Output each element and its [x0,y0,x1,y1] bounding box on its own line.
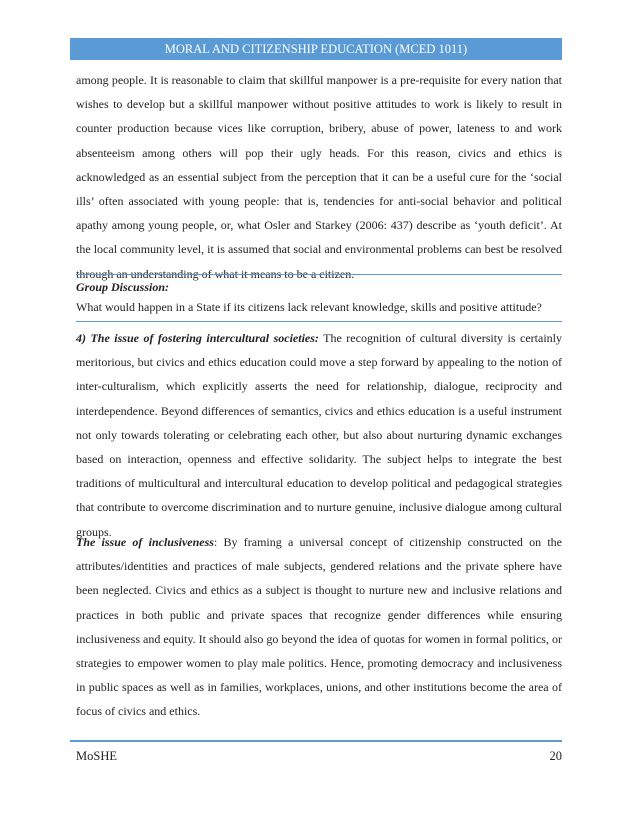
page-header: MORAL AND CITIZENSHIP EDUCATION (MCED 1011) [70,38,562,60]
footer-label: MoSHE [76,749,117,763]
paragraph-3-text: : By framing a universal concept of citizenship constructed on the attributes/identities and practices of male subjects, gendered relations and the private sphere have been neglected. Civics and ethics as a subject is thought to nurture new and inclusive relations and practices in both public and private spaces that recognize gender differences while ensuring inclusiveness and equity. It should also go beyond the idea of quotas for women in formal politics, or strategies to empower women to play male politics. Hence, promoting democracy and inclusiveness in public spaces as well as in families, workplaces, unions, and other institutions become the area of focus of civics and ethics. [76,535,563,719]
footer-divider [70,740,562,742]
group-discussion-title: Group Discussion: [76,280,170,294]
paragraph-2-text: The recognition of cultural diversity is certainly meritorious, but civics and ethics education could move a step forward by appealing to the notion of inter-culturalism, which explicitly asserts the need for relationship, dialogue, reciprocity and interdependence. Beyond differences of semantics, civics and ethics education is a useful instrument not only towards tolerating or celebrating each other, but also about nurturing dynamic exchanges based on interaction, openness and effective solidarity. The subject helps to integrate the best traditions of multicultural and intercultural education to develop political and pedagogical strategies that contribute to overcome discrimination and to nurture genuine, inclusive dialogue among cultural groups. [76,331,562,539]
group-discussion-box [76,274,562,322]
group-discussion-question: What would happen in a State if its citizens lack relevant knowledge, skills and positive attitude? [76,300,542,314]
page-number: 20 [549,749,562,763]
body-paragraph-3 [76,530,562,724]
body-paragraph-2 [76,326,562,544]
section-heading-intercultural: 4) The issue of fostering intercultural societies: [76,331,319,345]
section-heading-inclusiveness: The issue of inclusiveness [76,535,214,549]
body-paragraph-1: among people. It is reasonable to claim that skillful manpower is a pre-requisite for every nation that wishes to develop but a skillful manpower without positive attitudes to work is likely to result in counter production because vices like corruption, bribery, abuse of power, lateness to and work absenteeism among others will pop their ugly heads. For this reason, civics and ethics is acknowledged as an essential subject from the perception that it can be a useful cure for the ‘social ills’ often associated with young people: that is, tendencies for anti-social behavior and political apathy among young people, or, what Osler and Starkey (2006: 437) describe as ‘youth deficit’. At the local community level, it is assumed that social and environmental problems can best be resolved through an understanding of what it means to be a citizen. [76,73,562,281]
